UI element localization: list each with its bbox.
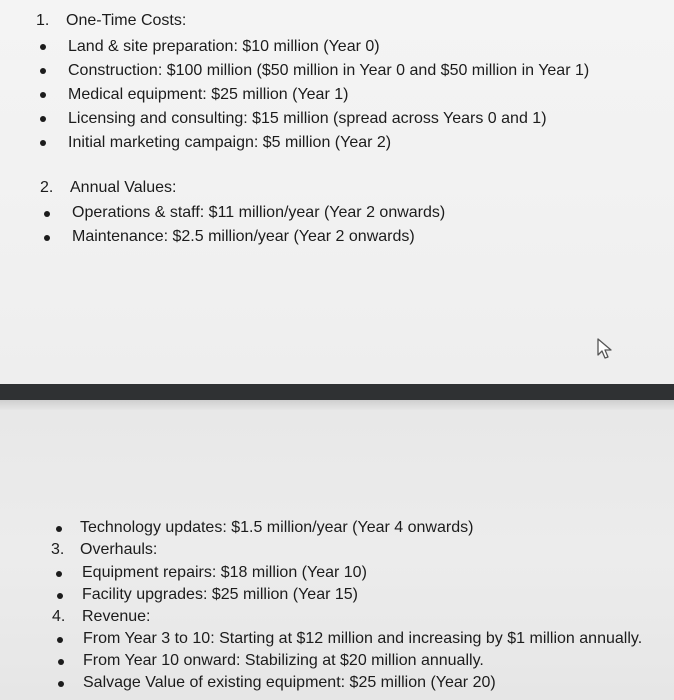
section-2-number: 2. bbox=[40, 179, 54, 196]
bullet bbox=[57, 637, 63, 643]
section-4-heading: Revenue: bbox=[82, 608, 151, 625]
bullet bbox=[40, 116, 46, 122]
page-divider-bar bbox=[0, 384, 674, 400]
list-item: Land & site preparation: $10 million (Year 0) bbox=[68, 38, 380, 55]
bullet bbox=[40, 92, 46, 98]
list-item: Equipment repairs: $18 million (Year 10) bbox=[82, 564, 367, 581]
list-item: Technology updates: $1.5 million/year (Year 4 onwards) bbox=[80, 519, 474, 536]
list-item: Medical equipment: $25 million (Year 1) bbox=[68, 86, 349, 103]
bullet bbox=[56, 526, 62, 532]
list-item: Construction: $100 million ($50 million in Year 0 and $50 million in Year 1) bbox=[68, 62, 590, 79]
bullet bbox=[40, 140, 46, 146]
bullet bbox=[44, 211, 50, 217]
page-divider-shadow bbox=[0, 400, 674, 410]
bullet bbox=[58, 681, 64, 687]
section-4-number: 4. bbox=[52, 608, 66, 625]
bullet bbox=[40, 68, 46, 74]
bullet bbox=[40, 44, 46, 50]
section-3-number: 3. bbox=[51, 541, 65, 558]
list-item: From Year 10 onward: Stabilizing at $20 million annually. bbox=[83, 652, 484, 669]
list-item: From Year 3 to 10: Starting at $12 million and increasing by $1 million annually. bbox=[83, 630, 643, 647]
list-item: Facility upgrades: $25 million (Year 15) bbox=[82, 586, 358, 603]
list-item: Licensing and consulting: $15 million (spread across Years 0 and 1) bbox=[68, 110, 547, 127]
bullet bbox=[58, 659, 64, 665]
bullet bbox=[56, 571, 62, 577]
list-item: Operations & staff: $11 million/year (Year 2 onwards) bbox=[72, 204, 446, 221]
section-1-number: 1. bbox=[36, 12, 50, 29]
bullet bbox=[44, 235, 50, 241]
section-2-heading: Annual Values: bbox=[70, 179, 177, 196]
list-item: Maintenance: $2.5 million/year (Year 2 onwards) bbox=[72, 228, 415, 245]
bullet bbox=[57, 593, 63, 599]
mouse-pointer-icon bbox=[596, 338, 614, 360]
list-item: Initial marketing campaign: $5 million (Year 2) bbox=[68, 134, 392, 151]
section-3-heading: Overhauls: bbox=[80, 541, 158, 558]
list-item: Salvage Value of existing equipment: $25 million (Year 20) bbox=[83, 674, 496, 691]
section-1-heading: One-Time Costs: bbox=[66, 12, 187, 29]
